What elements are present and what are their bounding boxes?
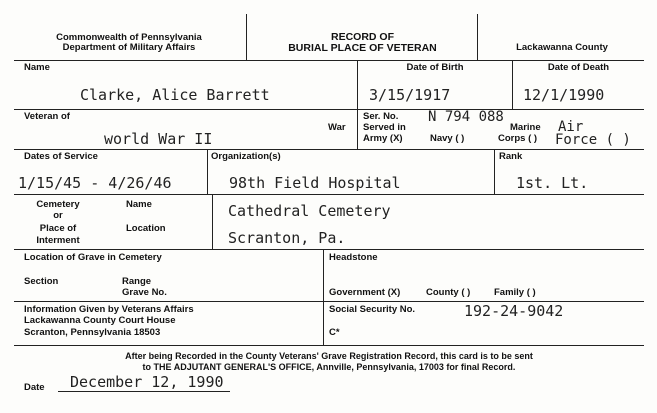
social-security-value: 192-24-9042 <box>464 302 564 320</box>
rank-label: Rank <box>499 151 523 162</box>
cemetery-label-line3: Place of <box>39 223 77 234</box>
veteran-of-value: world War II <box>104 130 213 148</box>
grave-no-label: Grave No. <box>122 287 167 298</box>
corps-label: Corps ( ) <box>498 133 538 144</box>
cemetery-name-value: Cathedral Cemetery <box>228 202 391 220</box>
organization-value: 98th Field Hospital <box>229 174 401 192</box>
info-line1: Information Given by Veterans Affairs <box>24 304 194 315</box>
rule <box>14 60 644 61</box>
section-label: Section <box>24 276 59 287</box>
rule <box>246 14 247 61</box>
rule <box>207 149 208 194</box>
family-label: Family ( ) <box>494 287 536 298</box>
rule <box>357 60 358 149</box>
rule <box>14 149 644 150</box>
government-label: Government (X) <box>329 287 401 298</box>
org-line2: Department of Military Affairs <box>62 42 196 53</box>
navy-label: Navy ( ) <box>430 133 465 144</box>
dob-value: 3/15/1917 <box>369 86 451 104</box>
veteran-of-label: Veteran of <box>24 111 70 122</box>
rule <box>323 249 324 345</box>
dob-label: Date of Birth <box>406 62 464 73</box>
date-underline <box>58 391 230 392</box>
organization-label: Organization(s) <box>211 151 281 162</box>
air-force-line2: Force ( ) <box>555 132 631 148</box>
grave-location-label: Location of Grave in Cemetery <box>24 252 162 263</box>
rule <box>212 194 213 249</box>
footer-line2: to THE ADJUTANT GENERAL'S OFFICE, Annville, Pennsylvania, 17003 for final Record. <box>142 362 516 372</box>
footer-line1: After being Recorded in the County Veterans' Grave Registration Record, this card is to be sent <box>125 351 533 361</box>
range-label: Range <box>122 276 152 287</box>
rule <box>14 345 644 346</box>
war-label: War <box>328 122 346 133</box>
cemetery-label-line2: or <box>53 210 63 221</box>
name-label: Name <box>24 62 50 73</box>
marine-label: Marine <box>510 122 541 133</box>
name-value: Clarke, Alice Barrett <box>80 86 270 104</box>
dod-value: 12/1/1990 <box>523 86 605 104</box>
served-in-label: Served in <box>363 122 406 133</box>
county-checkbox-label: County ( ) <box>426 287 471 298</box>
c-mark: C* <box>329 327 340 338</box>
dates-of-service-label: Dates of Service <box>24 151 98 162</box>
rule <box>14 249 644 250</box>
air-force-line1: Air <box>558 119 584 135</box>
cemetery-name-label: Name <box>126 199 152 210</box>
card-title-line1: RECORD OF <box>331 31 394 43</box>
headstone-label: Headstone <box>329 252 378 263</box>
social-security-label: Social Security No. <box>329 304 416 315</box>
cemetery-location-value: Scranton, Pa. <box>228 229 346 247</box>
date-label: Date <box>24 382 45 393</box>
date-value: December 12, 1990 <box>70 373 224 391</box>
serial-number-value: N 794 088 <box>428 109 504 125</box>
card-title-line2: BURIAL PLACE OF VETERAN <box>288 42 437 54</box>
rule <box>14 109 644 110</box>
rule <box>14 194 644 195</box>
dod-label: Date of Death <box>547 62 610 73</box>
org-line1: Commonwealth of Pennsylvania <box>56 32 202 43</box>
cemetery-location-label: Location <box>126 223 166 234</box>
cemetery-label-line4: Interment <box>36 235 80 246</box>
cemetery-label-line1: Cemetery <box>36 199 80 210</box>
army-label: Army (X) <box>363 133 403 144</box>
info-line3: Scranton, Pennsylvania 18503 <box>24 327 161 338</box>
rank-value: 1st. Lt. <box>516 174 589 192</box>
county-header: Lackawanna County <box>516 42 608 53</box>
rule <box>494 149 495 194</box>
dates-of-service-value: 1/15/45 - 4/26/46 <box>18 174 172 192</box>
ser-no-label: Ser. No. <box>363 111 399 122</box>
rule <box>477 14 478 61</box>
info-line2: Lackawanna County Court House <box>24 315 176 326</box>
